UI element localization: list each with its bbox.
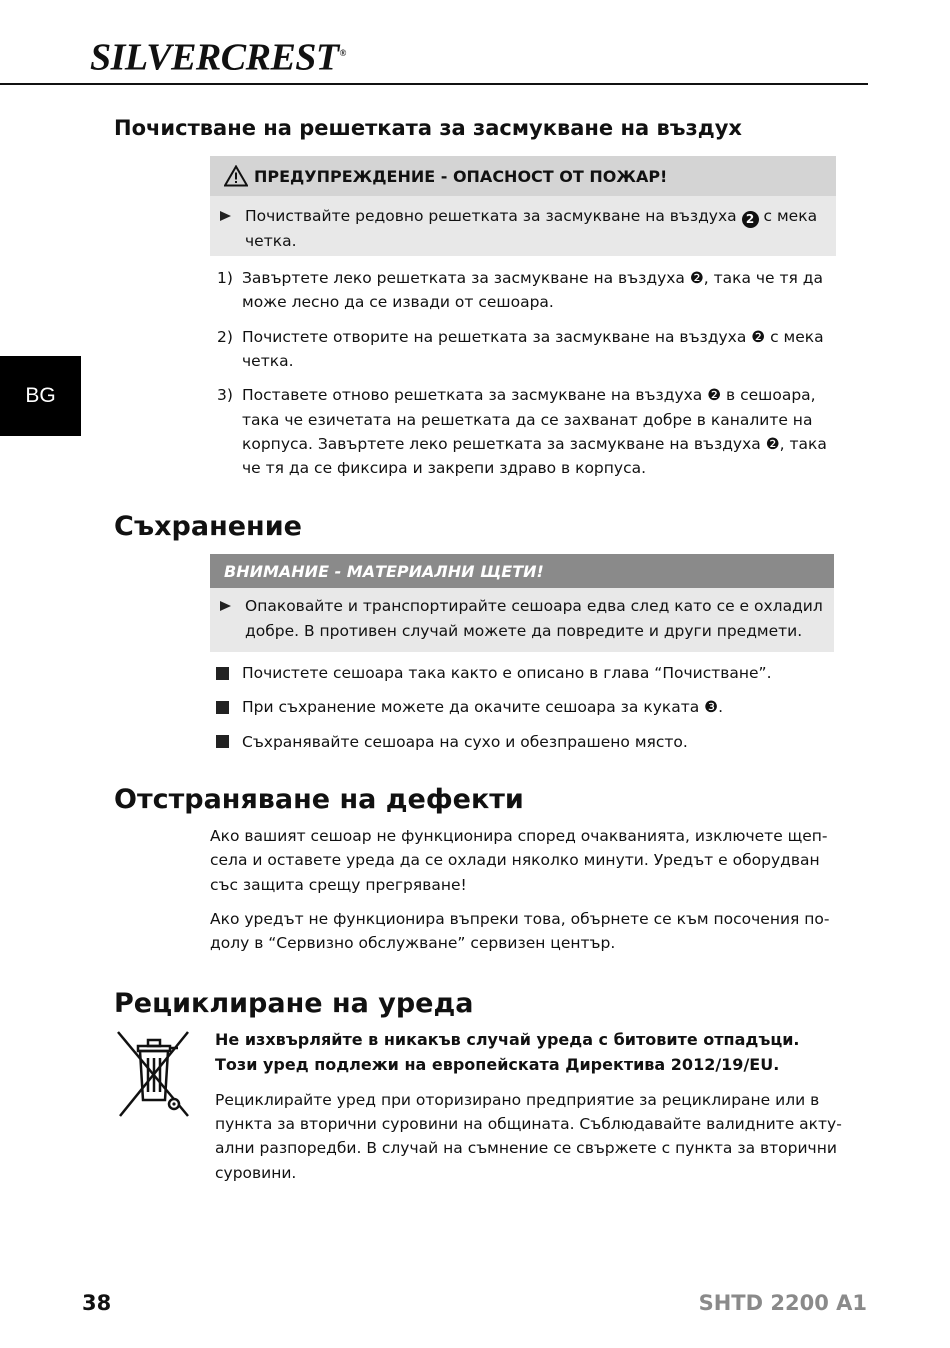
step-1-line-2: може лесно да се извади от сешоара. <box>242 293 554 311</box>
page-number: 38 <box>82 1291 112 1315</box>
model-number: SHTD 2200 A1 <box>698 1291 867 1315</box>
section-title-air-grille: Почистване на решетката за засмукване на въздух <box>114 116 742 140</box>
square-bullet-icon <box>216 667 229 680</box>
storage-bullet-1: Почистете сешоара така както е описано в глава “Почистване”. <box>242 664 772 682</box>
warning-line-1: Почиствайте редовно решетката за засмукване на въздуха 2 с мека <box>245 207 818 226</box>
recycling-line-1: Рециклирайте уред при оторизирано предприятие за рециклиране или в <box>215 1091 820 1109</box>
step-3-line-2: така че езичетата на решетката да се захванат добре в каналите на <box>242 411 813 429</box>
recycling-warning-line-1: Не изхвърляйте в никакъв случай уреда с битовите отпадъци. <box>215 1030 800 1049</box>
step-2-line-1: Почистете отворите на решетката за засмукване на въздуха ❷ с мека <box>242 328 824 346</box>
warning-title: ПРЕДУПРЕЖДЕНИЕ - ОПАСНОСТ ОТ ПОЖАР! <box>254 166 668 186</box>
storage-bullet-2: При съхранение можете да окачите сешоара за куката ❸. <box>242 698 724 716</box>
language-label: BG <box>25 384 56 407</box>
step-number: 2) <box>217 328 233 346</box>
recycling-line-4: суровини. <box>215 1164 297 1182</box>
troubleshooting-p1-line-2: села и оставете уреда да се охлади няколко минути. Уредът е оборудван <box>210 851 820 869</box>
troubleshooting-p2-line-1: Ако уредът не функционира въпреки това, обърнете се към посочения по- <box>210 910 830 928</box>
step-number: 3) <box>217 386 233 404</box>
arrow-bullet-icon <box>220 211 231 221</box>
step-2-line-2: четка. <box>242 352 294 370</box>
troubleshooting-p2-line-2: долу в “Сервизно обслужване” сервизен център. <box>210 934 616 952</box>
step-number: 1) <box>217 269 233 287</box>
step-3-line-1: Поставете отново решетката за засмукване на въздуха ❷ в сешоара, <box>242 386 816 404</box>
square-bullet-icon <box>216 735 229 748</box>
caution-title: ВНИМАНИЕ - МАТЕРИАЛНИ ЩЕТИ! <box>224 561 544 581</box>
ref-number-icon: 2 <box>742 211 759 228</box>
language-tab <box>0 356 81 436</box>
caution-line-2: добре. В противен случай можете да повредите и други предмети. <box>245 622 803 640</box>
troubleshooting-p1-line-3: със защита срещу прегряване! <box>210 876 467 894</box>
troubleshooting-p1-line-1: Ако вашият сешоар не функционира според очакванията, изключете щеп- <box>210 827 828 845</box>
recycling-line-2: пункта за вторични суровини на общината. Съблюдавайте валидните акту- <box>215 1115 842 1133</box>
arrow-bullet-icon <box>220 601 231 611</box>
section-title-recycling: Рециклиране на уреда <box>114 988 474 1019</box>
warning-line-2: четка. <box>245 232 297 250</box>
brand-logo: SILVERCREST® <box>90 36 346 79</box>
section-title-troubleshooting: Отстраняване на дефекти <box>114 784 524 815</box>
step-3-line-3: корпуса. Завъртете леко решетката за засмукване на въздуха ❷, така <box>242 435 827 453</box>
square-bullet-icon <box>216 701 229 714</box>
crossed-out-wheelie-bin-icon <box>114 1028 194 1120</box>
section-title-storage: Съхранение <box>114 511 302 542</box>
step-3-line-4: че тя да се фиксира и закрепи здраво в корпуса. <box>242 459 647 477</box>
recycling-warning-line-2: Този уред подлежи на европейската Директива 2012/19/EU. <box>215 1055 780 1074</box>
caution-line-1: Опаковайте и транспортирайте сешоара едва след като се е охладил <box>245 597 823 615</box>
warning-triangle-icon <box>224 165 248 187</box>
caution-header <box>210 554 834 588</box>
storage-bullet-3: Съхранявайте сешоара на сухо и обезпрашено място. <box>242 733 688 751</box>
header-divider <box>0 83 868 85</box>
recycling-line-3: ални разпоредби. В случай на съмнение се свържете с пункта за вторични <box>215 1139 837 1157</box>
step-1-line-1: Завъртете леко решетката за засмукване на въздуха ❷, така че тя да <box>242 269 824 287</box>
fire-warning-header <box>210 156 836 196</box>
